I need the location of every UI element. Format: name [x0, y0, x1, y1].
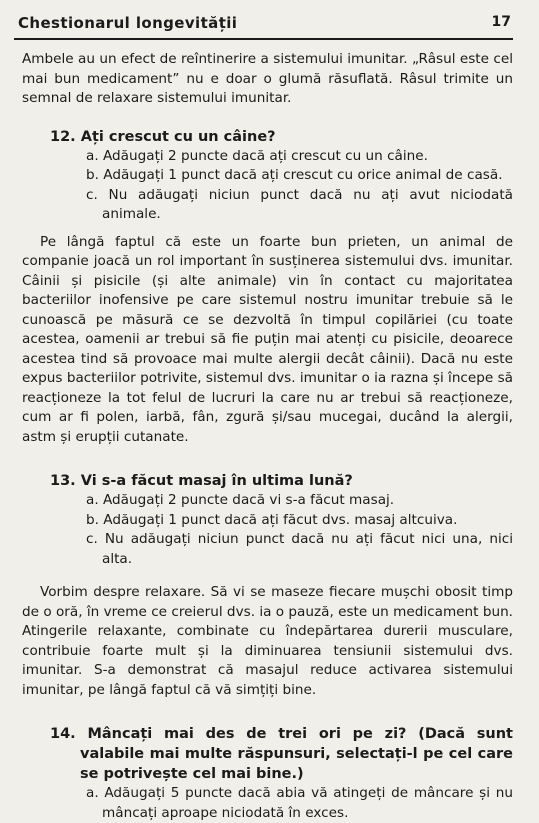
question-13-title: 13. Vi s-a făcut masaj în ultima lună? [50, 473, 353, 489]
question-13-option-b: b. Adăugați 1 punct dacă ați făcut dvs. masaj altcuiva. [86, 511, 458, 528]
question-14-title: 14. Mâncați mai des de trei ori pe zi? (Dacă sunt valabile mai multe răspunsuri, selectați-l pe cel care se potrivește cel mai bine.) [50, 726, 513, 782]
page-body [22, 50, 513, 823]
question-12-option-b: b. Adăugați 1 punct dacă ați crescut cu orice animal de casă. [86, 167, 503, 183]
running-header [14, 12, 513, 40]
page-number: 17 [491, 14, 511, 30]
question-12-option-c: c. Nu adăugați niciun punct dacă nu ați avut niciodată animale. [86, 186, 513, 222]
question-13-option-c: c. Nu adăugați niciun punct dacă nu ați făcut nici una, nici alta. [86, 531, 513, 567]
question-14-options [22, 784, 513, 823]
intro-paragraph: Ambele au un efect de reîntinerire a sistemului imunitar. „Râsul este cel mai bun medicament” nu e doar o glumă răsuflată. Râsul trimite un semnal de relaxare sistemului imunitar. [22, 51, 513, 106]
question-12-option-a: a. Adăugați 2 puncte dacă ați crescut cu un câine. [86, 147, 428, 164]
massage-paragraph: Vorbim despre relaxare. Să vi se maseze fiecare mușchi obosit timp de o oră, în vreme ce creierul dvs. ia o pauză, este un medicament bun. Atingerile relaxante, combinate cu îndepărtarea durerii musculare, contribuie foarte mult și la diminuarea tensiunii sistemului dvs. imunitar. S-a demonstrat că masajul reduce activarea sistemului imunitar, pe lângă faptul că vă simțiți bine. [22, 584, 513, 698]
question-12-title: 12. Ați crescut cu un câine? [50, 128, 276, 145]
header-title: Chestionarul longevității [18, 14, 238, 32]
question-12-options [22, 147, 513, 225]
question-14-option-a: a. Adăugați 5 puncte dacă abia vă atingeți de mâncare și nu mâncați aproape niciodată în exces. [86, 785, 513, 821]
question-13-option-a: a. Adăugați 2 puncte dacă vi s-a făcut masaj. [86, 492, 395, 508]
question-13-options [22, 491, 513, 569]
pets-paragraph: Pe lângă faptul că este un foarte bun prieten, un animal de companie joacă un rol important în susținerea sistemului dvs. imunitar. Câinii și pisicile (și alte animale) vin în contact cu majoritatea bacteriilor inofensive pe care sistemul nostru imunitar trebuie să le cunoască pe măsură ce se dezvoltă în timpul copilăriei (cu toate acestea, oamenii ar trebui să fie puțin mai atenți cu pisicile, deoarece acestea tind să provoace mai multe alergii decât câinii). Dacă nu este expus bacteriilor potrivite, sistemul dvs. imunitar o ia razna și începe să reacționeze la tot felul de lucruri la care nu ar trebui să reacționeze, cum ar fi polen, iarbă, fân, zgură și/sau mucegai, ducând la alergii, astm și erupții cutanate. [22, 233, 513, 445]
